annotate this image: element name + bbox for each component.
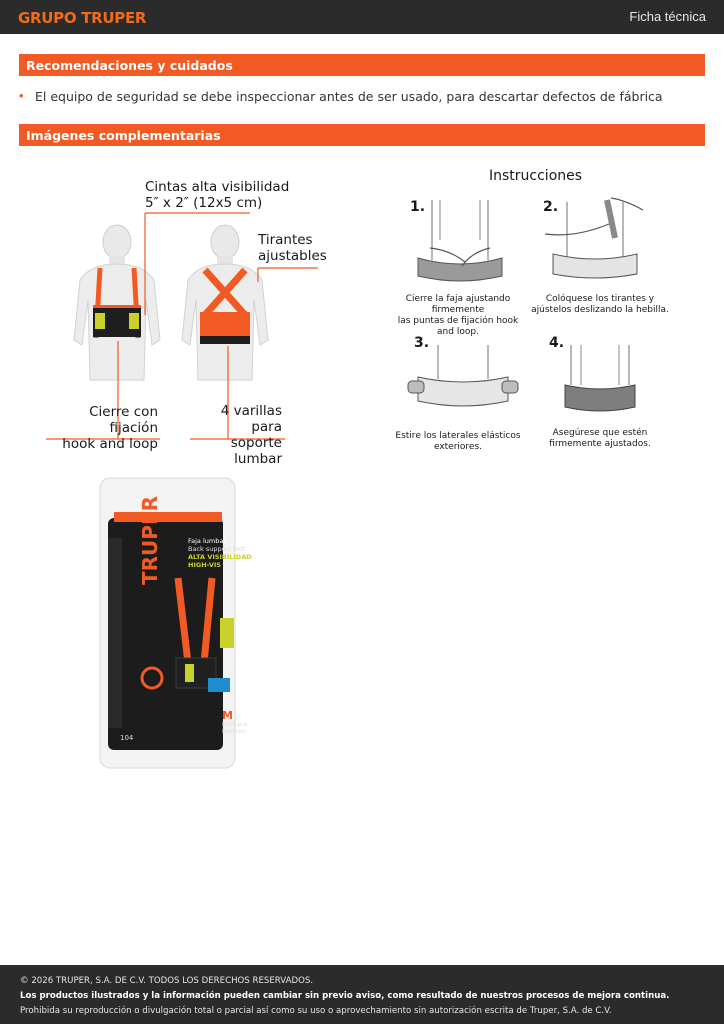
package-code: 104 (120, 734, 134, 742)
callout-text: ajustables (258, 248, 327, 264)
step-caption-line: firmemente ajustados. (549, 439, 651, 449)
step-caption-line: Colóquese los tirantes y (545, 294, 655, 304)
callout-text: Tirantes (258, 232, 313, 248)
step-caption-line: Cierre la faja ajustando firmemente (405, 294, 511, 315)
callout-hook-and-loop-closure (50, 404, 158, 452)
step-number: 1. (410, 199, 426, 215)
package-text: Faja lumbar (188, 537, 227, 545)
document-type-label: Ficha técnica (629, 9, 706, 24)
step-caption-line: exteriores. (433, 442, 483, 452)
step-caption (388, 294, 528, 338)
footer (0, 965, 724, 1024)
step-caption (388, 431, 528, 453)
step-number: 2. (543, 199, 559, 215)
package-text: ALTA VISIBILIDAD (188, 553, 252, 561)
bullet-icon: • (19, 88, 24, 103)
bullet-text: El equipo de seguridad se debe inspeccionar antes de ser usado, para descartar defectos de fábrica (35, 89, 663, 104)
package-size (222, 710, 248, 735)
brand-logo: GRUPO TRUPER (18, 9, 147, 27)
step-caption-line: Estire los laterales elásticos (395, 431, 521, 441)
section-title: Imágenes complementarias (26, 128, 221, 143)
step-number: 4. (549, 335, 565, 351)
package-text: Medium (222, 728, 246, 735)
section-title: Recomendaciones y cuidados (26, 58, 233, 73)
callout-text: Cintas alta visibilidad (145, 179, 290, 195)
callout-adjustable-straps (258, 232, 327, 264)
callout-high-visibility-stripes (145, 179, 289, 211)
footer-copyright: © 2026 TRUPER, S.A. DE C.V. TODOS LOS DERECHOS RESERVADOS. (20, 976, 314, 986)
step-4-illustration (555, 345, 645, 415)
step-3-illustration (408, 345, 518, 415)
footer-notice: Los productos ilustrados y la información pueden cambiar sin previo aviso, como resultado de nuestros procesos de mejora continua. (20, 991, 670, 1001)
callout-text: hook and loop (62, 436, 158, 452)
step-2-illustration (545, 198, 645, 278)
package-label (188, 537, 252, 569)
package-text: HIGH-VIS (188, 561, 221, 569)
step-caption-line: Asegúrese que estén (552, 428, 648, 438)
package-text: Mediana (222, 721, 248, 728)
package-brand: TRUPER (138, 495, 162, 585)
callout-text: Cierre con fijación (89, 404, 158, 436)
package-text: Back support belt (188, 545, 246, 553)
callout-text: 4 varillas para (220, 403, 282, 435)
step-caption (530, 428, 670, 450)
callout-lumbar-rods (192, 403, 282, 467)
footer-prohibition: Prohibida su reproducción o divulgación total o parcial así como su uso o aprovechamiento sin autorización escrita de Truper, S.A. de C.V. (20, 1006, 612, 1016)
step-caption-line: las puntas de fijación hook and loop. (397, 316, 519, 337)
step-caption (530, 294, 670, 316)
step-caption-line: ajústelos deslizando la hebilla. (531, 305, 669, 315)
product-package-image (100, 478, 235, 768)
step-number: 3. (414, 335, 430, 351)
callout-text: 5″ x 2″ (12x5 cm) (145, 195, 263, 211)
instructions-title: Instrucciones (489, 168, 583, 184)
callout-text: soporte lumbar (230, 435, 282, 467)
package-size-letter: M (222, 709, 233, 722)
